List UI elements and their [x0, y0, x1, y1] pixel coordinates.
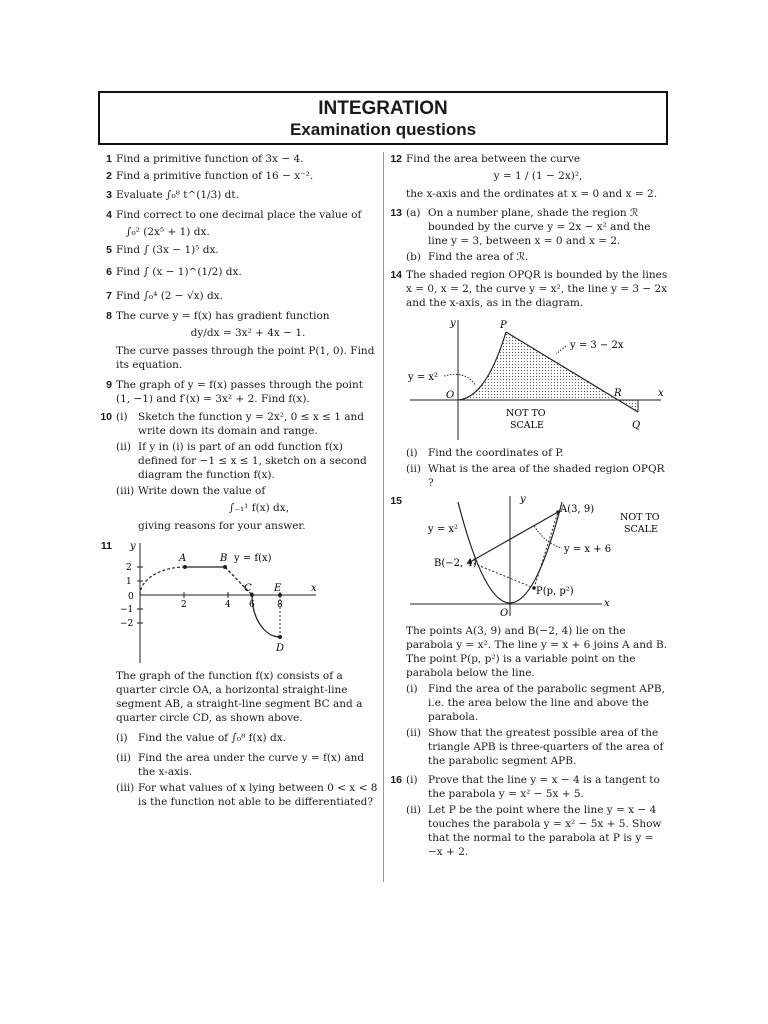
question-number: 13	[390, 207, 402, 219]
graph-q11	[116, 539, 326, 667]
line-label: y = 3 − 2x	[570, 340, 624, 351]
y-axis-label: y	[130, 541, 136, 552]
part-text: What is the area of the shaded region OPQR ?	[428, 463, 665, 489]
question-text: The graph of the function f(x) consists of a quarter circle OA, a horizontal straight-line segment AB, a straight-line segment BC and a quarter circle CD, as shown above.	[116, 670, 363, 724]
part-text: On a number plane, shade the region ℛ bounded by the curve y = 2x − x² and the line y = 3, between x = 0 and x = 2.	[428, 207, 651, 247]
question-number: 15	[390, 495, 402, 507]
title-box	[98, 91, 668, 145]
graph-q15	[406, 494, 668, 622]
not-to-scale-note: SCALE	[624, 524, 658, 535]
question-text: The shaded region OPQR is bounded by the lines x = 0, x = 2, the curve y = x², the line y = 3 − 2x and the x-axis, as in the diagram.	[406, 269, 668, 309]
part-label: (i)	[116, 411, 128, 423]
curve-cd	[252, 595, 280, 637]
part-i	[406, 446, 670, 460]
question-number: 7	[106, 290, 112, 302]
part-text: Prove that the line y = x − 4 is a tangent to the parabola y = x² − 5x + 5.	[428, 774, 660, 800]
question-text: The points A(3, 9) and B(−2, 4) lie on the parabola y = x². The line y = x + 6 joins A and B. The point P(p, p²) is a variable point on the parabola below the line.	[406, 625, 668, 679]
question-text-continued: the x-axis and the ordinates at x = 0 and x = 2.	[406, 188, 658, 200]
x-tick-label: 6	[249, 600, 255, 610]
part-text: Find the coordinates of P.	[428, 447, 564, 459]
question-number: 2	[106, 170, 112, 182]
point-b	[223, 565, 227, 569]
part-label: (ii)	[406, 804, 421, 816]
question-number: 1	[106, 153, 112, 165]
question-12	[388, 152, 670, 201]
question-number: 8	[106, 310, 112, 322]
part-i	[116, 410, 380, 438]
page-title: INTEGRATION	[318, 98, 448, 119]
part-text: Find the area of the parabolic segment APB, i.e. the area below the line and above the parabola.	[428, 683, 665, 723]
y-tick-label: 1	[126, 577, 132, 587]
left-column	[98, 152, 380, 812]
question-text-continued: The curve passes through the point P(1, 0). Find its equation.	[116, 345, 375, 371]
y-tick-label: 0	[128, 592, 134, 602]
line-label: y = x + 6	[564, 544, 612, 555]
y-axis-label: y	[450, 318, 456, 329]
part-label: (iii)	[116, 485, 135, 497]
label-e: E	[274, 583, 282, 594]
point-d	[278, 635, 282, 639]
part-text: Find the value of ∫₀⁸ f(x) dx.	[138, 732, 286, 744]
question-number: 11	[100, 540, 112, 552]
part-text: Show that the greatest possible area of the triangle APB is three-quarters of the area of the parabolic segment APB.	[428, 727, 664, 767]
segment-bp	[470, 562, 534, 588]
page-subtitle: Examination questions	[289, 120, 477, 139]
question-14	[388, 268, 670, 490]
curve-label: y = x²	[428, 524, 459, 535]
part-text: Find the area under the curve y = f(x) and the x-axis.	[138, 752, 365, 778]
leader-line	[556, 346, 566, 354]
question-text: The graph of y = f(x) passes through the point (1, −1) and f′(x) = 3x² + 2. Find f(x).	[116, 379, 363, 405]
part-text: For what values of x lying between 0 < x < 8 is the function not able to be differentiated?	[138, 782, 378, 808]
part-label: (a)	[406, 207, 421, 219]
question-number: 10	[100, 411, 112, 423]
question-8	[98, 309, 380, 372]
line-ab	[470, 512, 558, 562]
question-number: 14	[390, 269, 402, 281]
part-label: (iii)	[116, 782, 135, 794]
question-number: 12	[390, 153, 402, 165]
point-a	[183, 565, 187, 569]
part-label: (ii)	[406, 463, 421, 475]
part-label: (ii)	[116, 752, 131, 764]
part-iii	[116, 484, 380, 533]
question-13	[388, 206, 670, 264]
part-i	[406, 773, 670, 801]
question-text: Find the area between the curve	[406, 153, 581, 165]
part-label: (i)	[406, 774, 418, 786]
x-tick-label: 2	[181, 600, 187, 610]
part-b	[406, 250, 670, 264]
label-r: R	[614, 388, 622, 399]
y-tick-label: −2	[120, 619, 134, 629]
label-a: A(3, 9)	[560, 504, 595, 515]
part-label: (ii)	[406, 727, 421, 739]
question-9	[98, 378, 380, 406]
question-number: 4	[106, 209, 112, 221]
part-a	[406, 206, 670, 248]
right-column	[388, 152, 670, 862]
label-p: P	[500, 320, 507, 331]
question-text: Find ∫ (x − 1)^(1/2) dx.	[116, 266, 242, 278]
question-1	[98, 152, 380, 166]
question-text: Find a primitive function of 3x − 4.	[116, 153, 304, 165]
part-text: Find the area of ℛ.	[428, 251, 529, 263]
y-axis-label: y	[520, 494, 526, 505]
curve-expression: y = 1 / (1 − 2x)²,	[493, 170, 583, 182]
question-6	[98, 265, 380, 279]
leader-line	[444, 374, 476, 386]
x-axis-label: x	[658, 388, 664, 399]
question-5	[98, 243, 380, 257]
question-number: 16	[390, 774, 402, 786]
label-c: C	[244, 583, 252, 594]
part-i	[406, 682, 670, 724]
part-text-continued: giving reasons for your answer.	[138, 520, 306, 532]
not-to-scale-note: NOT TO	[506, 408, 546, 419]
part-label: (i)	[116, 732, 128, 744]
x-tick-label: 4	[225, 600, 231, 610]
label-b: B	[220, 553, 228, 564]
curve-label: y = f(x)	[234, 553, 272, 564]
question-15	[388, 494, 670, 768]
x-axis-label: x	[604, 598, 610, 609]
label-p: P(p, p²)	[536, 586, 574, 597]
question-number: 3	[106, 189, 112, 201]
x-tick-label: 8	[277, 600, 283, 610]
part-text: Write down the value of	[138, 485, 266, 497]
label-d: D	[276, 643, 285, 654]
part-iii	[116, 781, 380, 809]
question-number: 9	[106, 379, 112, 391]
graph-q14	[406, 312, 668, 444]
not-to-scale-note: SCALE	[510, 420, 544, 431]
question-3	[98, 188, 380, 202]
question-number: 6	[106, 266, 112, 278]
question-4	[98, 208, 380, 239]
part-ii	[406, 803, 670, 859]
label-q: Q	[632, 420, 641, 431]
question-10	[98, 410, 380, 533]
not-to-scale-note: NOT TO	[620, 512, 660, 523]
label-a: A	[179, 553, 187, 564]
column-divider	[383, 152, 384, 882]
curve-oa	[140, 567, 185, 595]
question-11	[98, 539, 380, 809]
part-ii	[406, 462, 670, 490]
label-b: B(−2, 4)	[434, 558, 477, 569]
y-tick-label: −1	[120, 605, 134, 615]
part-text: If y in (i) is part of an odd function f(x) defined for −1 ≤ x ≤ 1, sketch on a second diagram the function f(x).	[138, 441, 367, 481]
question-text: The curve y = f(x) has gradient function	[116, 310, 330, 322]
gradient-expression: dy/dx = 3x² + 4x − 1.	[190, 327, 306, 339]
part-label: (i)	[406, 447, 418, 459]
integral-expression: ∫₀² (2x⁵ + 1) dx.	[126, 226, 210, 238]
question-text: Evaluate ∫₀⁸ t^(1/3) dt.	[116, 189, 239, 201]
part-ii	[116, 751, 380, 779]
question-text: Find correct to one decimal place the value of	[116, 209, 362, 221]
question-number: 5	[106, 244, 112, 256]
x-axis-label: x	[311, 583, 317, 594]
question-text: Find ∫₀⁴ (2 − √x) dx.	[116, 290, 223, 302]
question-2	[98, 169, 380, 183]
y-tick-label: 2	[126, 563, 132, 573]
integral-expression: ∫₋₁¹ f(x) dx,	[228, 502, 290, 514]
question-7	[98, 289, 380, 303]
part-i	[116, 731, 380, 745]
part-ii	[406, 726, 670, 768]
label-o: O	[500, 608, 509, 619]
part-label: (b)	[406, 251, 421, 263]
question-text: Find a primitive function of 16 − x⁻².	[116, 170, 314, 182]
part-label: (i)	[406, 683, 418, 695]
label-o: O	[446, 390, 455, 401]
curve-label: y = x²	[408, 372, 439, 383]
part-ii	[116, 440, 380, 482]
question-16	[388, 773, 670, 859]
part-text: Sketch the function y = 2x², 0 ≤ x ≤ 1 and write down its domain and range.	[138, 411, 364, 437]
part-label: (ii)	[116, 441, 131, 453]
part-text: Let P be the point where the line y = x − 4 touches the parabola y = x² − 5x + 5. Show that the normal to the parabola at P is y = −x + 2.	[428, 804, 662, 858]
question-text: Find ∫ (3x − 1)⁵ dx.	[116, 244, 219, 256]
